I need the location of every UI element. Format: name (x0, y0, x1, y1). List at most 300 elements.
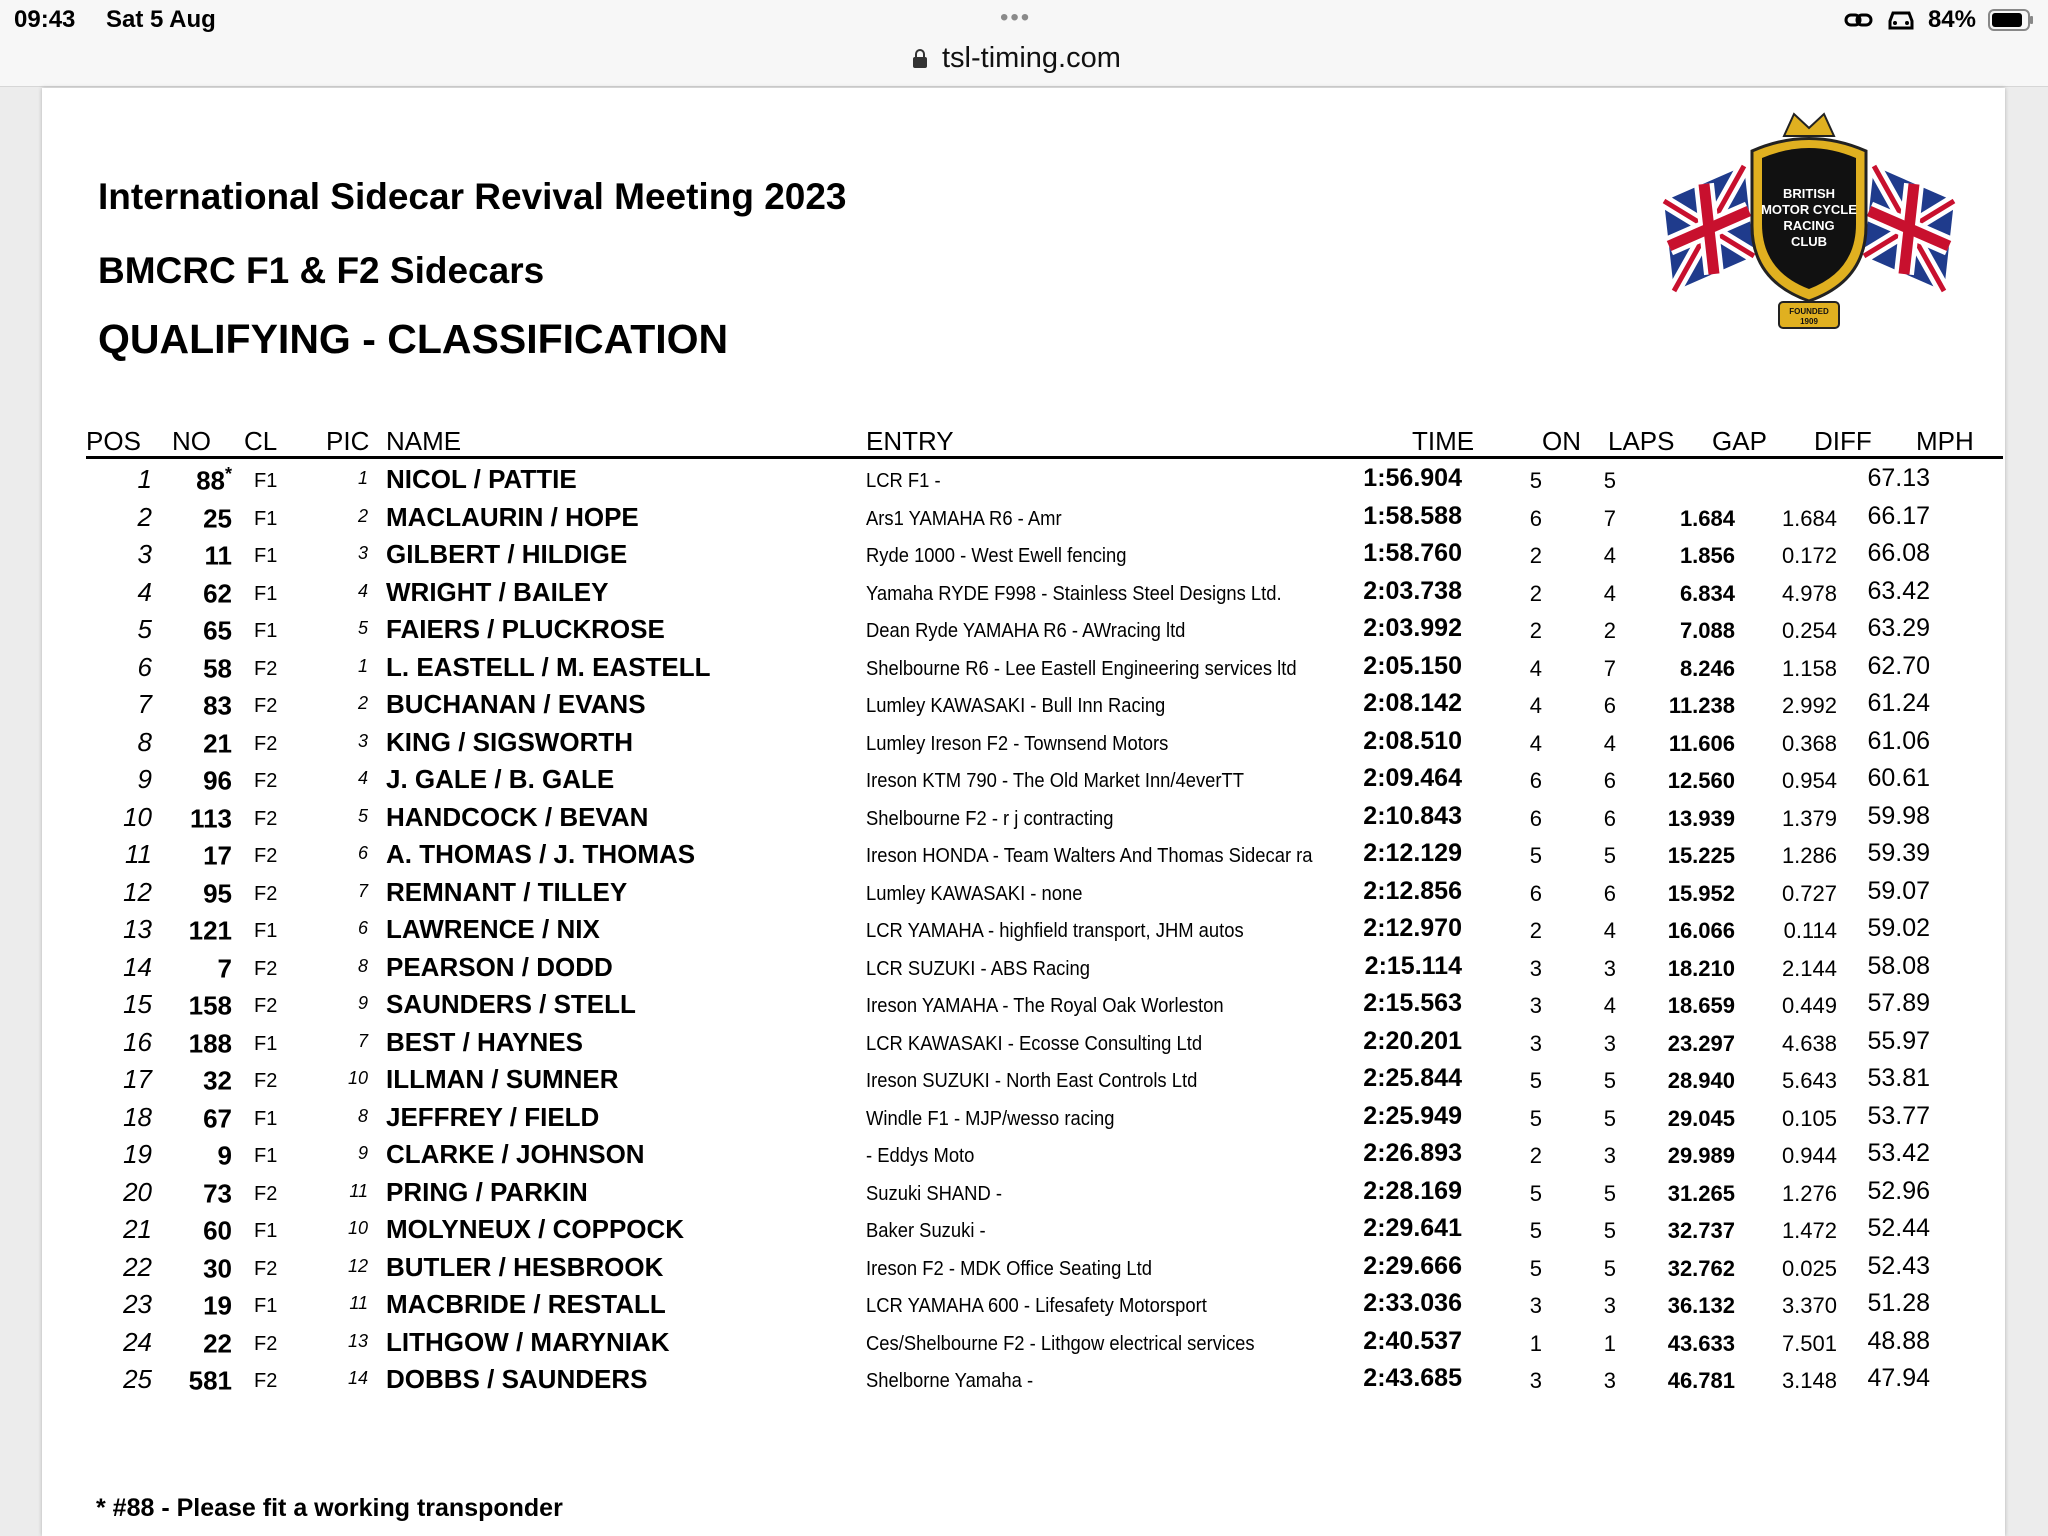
cell-mph: 55.97 (1867, 1026, 1930, 1055)
cell-on: 5 (1529, 1105, 1542, 1131)
cell-diff: 0.025 (1781, 1255, 1837, 1281)
cell-diff: 1.472 (1781, 1218, 1837, 1243)
cell-pos: 17 (123, 1064, 152, 1094)
table-row (42, 1177, 2005, 1215)
cell-mph: 61.24 (1867, 689, 1930, 717)
cell-on: 5 (1529, 843, 1542, 868)
cell-name: BUTLER / HESBROOK (386, 1251, 664, 1282)
cell-diff: 0.105 (1781, 1105, 1837, 1131)
cell-no: 96 (203, 765, 232, 796)
cell-cl: F1 (254, 1032, 278, 1055)
cell-diff: 0.449 (1781, 993, 1837, 1018)
bmcrc-logo (1654, 106, 1964, 336)
cell-time: 1:58.760 (1363, 539, 1462, 567)
cell-name: BUCHANAN / EVANS (386, 689, 646, 719)
cell-time: 2:15.563 (1363, 989, 1462, 1017)
cell-pos: 21 (123, 1214, 152, 1244)
cell-time: 2:26.893 (1363, 1139, 1462, 1167)
status-icons (1844, 6, 2034, 34)
cell-entry: Dean Ryde YAMAHA R6 - AWracing ltd (866, 620, 1186, 642)
cell-diff: 2.992 (1781, 693, 1837, 718)
cell-laps: 6 (1603, 768, 1616, 793)
cell-mph: 51.28 (1867, 1289, 1930, 1317)
table-row (42, 577, 2005, 615)
cell-no: 21 (203, 728, 232, 759)
cell-laps: 4 (1603, 543, 1616, 568)
cell-mph: 59.02 (1867, 914, 1930, 942)
table-row (42, 727, 2005, 765)
cell-diff: 7.501 (1781, 1330, 1837, 1356)
cell-pic: 12 (347, 1255, 368, 1276)
cell-time: 2:29.641 (1363, 1214, 1462, 1242)
cell-cl: F2 (254, 845, 278, 867)
cell-on: 5 (1529, 468, 1542, 493)
cell-time: 2:15.114 (1364, 951, 1462, 980)
cell-on: 5 (1529, 1255, 1542, 1281)
cell-diff: 3.370 (1781, 1293, 1837, 1318)
cell-laps: 6 (1603, 880, 1616, 906)
cell-name: LITHGOW / MARYNIAK (386, 1326, 670, 1357)
cell-laps: 5 (1603, 1255, 1616, 1281)
cell-mph: 59.07 (1867, 876, 1930, 905)
cell-no: 17 (203, 840, 232, 871)
table-row (42, 1102, 2005, 1140)
cell-diff: 0.954 (1781, 768, 1837, 793)
classification-table (42, 464, 2005, 1402)
cell-diff: 4.978 (1781, 580, 1837, 606)
cell-gap: 11.238 (1668, 693, 1735, 718)
cell-diff: 1.684 (1781, 505, 1837, 531)
cell-diff: 5.643 (1781, 1068, 1837, 1093)
clock: 09:43 (14, 6, 76, 33)
cell-entry: Suzuki SHAND - (866, 1182, 1002, 1205)
table-row (42, 877, 2005, 915)
cell-entry: LCR KAWASAKI - Ecosse Consulting Ltd (866, 1032, 1203, 1055)
cell-laps: 5 (1603, 468, 1616, 493)
cell-mph: 52.96 (1867, 1176, 1930, 1205)
table-row (42, 614, 2005, 652)
table-row (42, 464, 2005, 502)
cell-time: 2:08.142 (1363, 689, 1462, 717)
cell-laps: 3 (1603, 1030, 1616, 1056)
cell-pic: 9 (357, 993, 368, 1013)
table-row (42, 1289, 2005, 1327)
cell-mph: 61.06 (1867, 726, 1930, 755)
cell-time: 1:58.588 (1363, 501, 1462, 530)
cell-on: 2 (1529, 1143, 1542, 1168)
cell-name: MACLAURIN / HOPE (386, 501, 639, 532)
transponder-mark: * (224, 464, 232, 484)
cell-gap: 13.939 (1667, 805, 1735, 831)
cell-diff: 1.158 (1781, 655, 1837, 681)
cell-pic: 7 (357, 1030, 368, 1051)
cell-entry: Ireson F2 - MDK Office Seating Ltd (866, 1257, 1153, 1280)
cell-laps: 3 (1603, 1368, 1616, 1393)
table-row (42, 1139, 2005, 1177)
cell-pic: 10 (347, 1218, 368, 1238)
cell-no: 67 (203, 1103, 232, 1134)
cell-pic: 2 (357, 693, 368, 713)
cell-pos: 22 (123, 1251, 152, 1282)
cell-cl: F2 (254, 695, 278, 717)
cell-gap: 8.246 (1679, 655, 1735, 681)
cell-pic: 4 (357, 580, 368, 601)
col-diff: DIFF (1814, 426, 1872, 456)
cell-pos: 3 (137, 539, 152, 569)
cell-time: 2:03.992 (1363, 614, 1462, 642)
car-icon (1886, 9, 1916, 31)
cell-laps: 4 (1603, 730, 1616, 756)
cell-entry: Ireson HONDA - Team Walters And Thomas Sidecar ra (866, 845, 1313, 867)
cell-name: FAIERS / PLUCKROSE (386, 614, 665, 644)
cell-mph: 52.43 (1867, 1251, 1930, 1280)
cell-name: DOBBS / SAUNDERS (386, 1364, 648, 1394)
cell-pos: 14 (123, 951, 152, 982)
url-text: tsl-timing.com (942, 42, 1121, 74)
cell-pos: 1 (137, 464, 152, 494)
cell-no: 19 (203, 1290, 232, 1321)
cell-on: 3 (1529, 1030, 1542, 1056)
cell-pic: 11 (349, 1293, 368, 1313)
cell-pic: 7 (357, 880, 368, 901)
cell-entry: Ireson KTM 790 - The Old Market Inn/4everTT (866, 770, 1245, 792)
cell-cl: F1 (254, 1145, 278, 1167)
cell-mph: 63.42 (1867, 576, 1930, 605)
cell-pic: 2 (357, 505, 368, 526)
col-mph: MPH (1916, 426, 1974, 456)
cell-diff: 1.276 (1781, 1180, 1837, 1206)
cell-entry: Lumley KAWASAKI - Bull Inn Racing (866, 695, 1166, 717)
cell-laps: 6 (1603, 693, 1616, 718)
cell-pos: 19 (123, 1139, 152, 1169)
cell-name: JEFFREY / FIELD (386, 1101, 600, 1132)
battery-icon (1988, 9, 2034, 31)
cell-on: 3 (1529, 1368, 1542, 1393)
cell-cl: F1 (254, 620, 278, 642)
cell-no: 62 (203, 578, 232, 609)
table-row (42, 764, 2005, 802)
table-row (42, 1214, 2005, 1252)
table-row (42, 1252, 2005, 1290)
cell-gap: 18.210 (1667, 955, 1735, 981)
col-name: NAME (386, 426, 462, 456)
cell-mph: 63.29 (1867, 614, 1930, 642)
cell-cl: F2 (254, 957, 278, 980)
cell-cl: F2 (254, 1182, 278, 1205)
cell-name: LAWRENCE / NIX (386, 914, 600, 944)
cell-pic: 4 (357, 768, 368, 788)
class-title: BMCRC F1 & F2 Sidecars (98, 250, 545, 291)
cell-name: PRING / PARKIN (386, 1176, 588, 1207)
footnote: * #88 - Please fit a working transponder (96, 1494, 563, 1522)
table-row (42, 502, 2005, 540)
cell-no: 158 (188, 990, 232, 1021)
cell-pos: 23 (123, 1289, 152, 1319)
cell-time: 2:09.464 (1363, 764, 1462, 792)
cell-on: 3 (1529, 1293, 1542, 1318)
cell-pos: 25 (123, 1364, 152, 1394)
cell-pic: 9 (357, 1143, 368, 1163)
cell-laps: 5 (1603, 843, 1616, 868)
col-on: ON (1542, 426, 1581, 456)
cell-on: 4 (1529, 730, 1542, 756)
cell-gap: 29.989 (1667, 1143, 1735, 1168)
cell-diff: 4.638 (1781, 1030, 1837, 1056)
cell-no: 65 (203, 615, 232, 646)
cell-on: 2 (1529, 618, 1542, 643)
cell-time: 2:20.201 (1363, 1026, 1462, 1055)
cell-name: J. GALE / B. GALE (386, 764, 615, 794)
cell-mph: 58.08 (1867, 951, 1930, 980)
cell-on: 6 (1529, 805, 1542, 831)
cell-mph: 52.44 (1867, 1214, 1930, 1242)
cell-mph: 47.94 (1867, 1364, 1930, 1392)
cell-pos: 15 (123, 989, 152, 1019)
cell-laps: 7 (1603, 505, 1616, 531)
cell-pic: 8 (357, 1105, 368, 1126)
cell-entry: Ryde 1000 - West Ewell fencing (866, 545, 1127, 567)
status-bar (0, 0, 2048, 87)
cell-laps: 2 (1603, 618, 1616, 643)
cell-entry: Shelbourne F2 - r j contracting (866, 807, 1114, 830)
cell-pic: 11 (349, 1180, 368, 1201)
cell-on: 2 (1529, 580, 1542, 606)
logo-text-2: MOTOR CYCLE (1761, 202, 1857, 217)
link-icon (1844, 9, 1874, 31)
cell-entry: Yamaha RYDE F998 - Stainless Steel Designs Ltd. (866, 582, 1282, 605)
cell-on: 6 (1529, 768, 1542, 793)
table-row (42, 539, 2005, 577)
cell-gap: 23.297 (1667, 1030, 1735, 1056)
cell-pos: 6 (137, 651, 152, 682)
date: Sat 5 Aug (106, 6, 216, 33)
cell-cl: F1 (254, 470, 278, 492)
cell-name: HANDCOCK / BEVAN (386, 801, 649, 832)
cell-name: SAUNDERS / STELL (386, 989, 636, 1019)
cell-entry: Shelborne Yamaha - (866, 1370, 1034, 1392)
table-row (42, 952, 2005, 990)
cell-entry: Windle F1 - MJP/wesso racing (866, 1107, 1115, 1130)
cell-name: L. EASTELL / M. EASTELL (386, 651, 711, 682)
cell-no: 22 (203, 1328, 232, 1359)
col-entry: ENTRY (866, 426, 954, 456)
table-row (42, 989, 2005, 1027)
cell-time: 2:10.843 (1363, 801, 1462, 830)
cell-gap: 1.684 (1679, 505, 1735, 531)
cell-pos: 24 (123, 1326, 152, 1357)
cell-laps: 5 (1603, 1105, 1616, 1131)
cell-diff: 0.944 (1781, 1143, 1837, 1168)
cell-no: 58 (203, 653, 232, 684)
cell-laps: 6 (1603, 805, 1616, 831)
cell-mph: 67.13 (1867, 464, 1930, 492)
cell-mph: 53.77 (1867, 1101, 1930, 1130)
cell-gap: 31.265 (1667, 1180, 1735, 1206)
cell-cl: F2 (254, 770, 278, 792)
cell-gap: 16.066 (1667, 918, 1735, 943)
cell-pos: 9 (137, 764, 152, 794)
logo-founded: FOUNDED (1789, 307, 1829, 316)
cell-laps: 5 (1603, 1180, 1616, 1206)
cell-pos: 2 (137, 501, 152, 532)
logo-text-1: BRITISH (1783, 186, 1835, 201)
union-flag-left (1664, 166, 1754, 291)
cell-gap: 7.088 (1679, 618, 1735, 643)
cell-mph: 59.98 (1867, 801, 1930, 830)
cell-pos: 4 (137, 576, 152, 607)
col-laps: LAPS (1608, 426, 1675, 456)
cell-diff: 0.254 (1781, 618, 1837, 643)
cell-diff: 0.172 (1781, 543, 1837, 568)
cell-laps: 1 (1603, 1330, 1616, 1356)
cell-name: A. THOMAS / J. THOMAS (386, 839, 696, 869)
col-time: TIME (1412, 426, 1475, 456)
cell-name: MOLYNEUX / COPPOCK (386, 1214, 685, 1244)
cell-time: 2:03.738 (1363, 576, 1462, 605)
cell-pos: 7 (137, 689, 152, 719)
cell-no: 60 (203, 1215, 232, 1246)
crown (1784, 114, 1834, 136)
cell-mph: 59.39 (1867, 839, 1930, 867)
cell-gap: 29.045 (1667, 1105, 1735, 1131)
cell-cl: F1 (254, 507, 278, 530)
union-flag-right (1864, 166, 1954, 291)
cell-diff: 1.379 (1781, 805, 1837, 831)
cell-gap: 15.952 (1667, 880, 1735, 906)
cell-pic: 5 (357, 805, 368, 826)
cell-entry: LCR SUZUKI - ABS Racing (866, 957, 1090, 980)
table-row (42, 652, 2005, 690)
cell-time: 2:05.150 (1363, 651, 1462, 680)
cell-pic: 13 (347, 1330, 368, 1351)
document-page (42, 88, 2005, 1536)
col-no: NO (172, 426, 211, 456)
cell-entry: LCR YAMAHA 600 - Lifesafety Motorsport (866, 1295, 1207, 1317)
cell-no: 30 (203, 1253, 232, 1284)
cell-diff: 2.144 (1781, 955, 1837, 981)
cell-gap: 18.659 (1667, 993, 1735, 1018)
cell-entry: Ireson YAMAHA - The Royal Oak Worleston (866, 995, 1224, 1017)
cell-mph: 48.88 (1867, 1326, 1930, 1355)
cell-diff: 0.114 (1783, 918, 1837, 943)
cell-mph: 66.17 (1867, 501, 1930, 530)
cell-name: MACBRIDE / RESTALL (386, 1289, 666, 1319)
cell-cl: F2 (254, 807, 278, 830)
cell-no: 83 (203, 690, 232, 721)
cell-pos: 5 (137, 614, 152, 644)
cell-pic: 8 (357, 955, 368, 976)
cell-on: 4 (1529, 655, 1542, 681)
cell-time: 2:12.856 (1363, 876, 1462, 905)
cell-gap: 32.737 (1667, 1218, 1735, 1243)
cell-laps: 5 (1603, 1068, 1616, 1093)
cell-pos: 12 (123, 876, 152, 907)
cell-laps: 4 (1603, 918, 1616, 943)
table-row (42, 689, 2005, 727)
cell-entry: Lumley KAWASAKI - none (866, 882, 1083, 905)
table-row (42, 1327, 2005, 1365)
cell-no: 11 (204, 540, 232, 571)
cell-mph: 62.70 (1867, 651, 1930, 680)
col-pic: PIC (326, 426, 370, 456)
cell-entry: LCR YAMAHA - highfield transport, JHM autos (866, 920, 1244, 942)
table-row (42, 839, 2005, 877)
cell-entry: Ces/Shelbourne F2 - Lithgow electrical services (866, 1332, 1255, 1355)
col-pos: POS (86, 426, 141, 456)
cell-gap: 28.940 (1667, 1068, 1735, 1093)
cell-mph: 53.42 (1867, 1139, 1930, 1167)
cell-laps: 3 (1603, 1143, 1616, 1168)
cell-entry: Baker Suzuki - (866, 1220, 986, 1242)
cell-on: 2 (1529, 543, 1542, 568)
cell-on: 3 (1529, 993, 1542, 1018)
cell-pic: 10 (347, 1068, 368, 1088)
cell-time: 2:25.949 (1363, 1101, 1462, 1130)
session-title: QUALIFYING - CLASSIFICATION (98, 316, 729, 362)
cell-laps: 4 (1603, 580, 1616, 606)
cell-pic: 5 (357, 618, 368, 638)
cell-cl: F2 (254, 882, 278, 905)
table-row (42, 1064, 2005, 1102)
cell-gap: 6.834 (1679, 580, 1735, 606)
cell-no: 95 (203, 878, 232, 909)
cell-laps: 3 (1603, 955, 1616, 981)
cell-time: 2:28.169 (1363, 1176, 1462, 1205)
cell-mph: 53.81 (1867, 1064, 1930, 1092)
cell-pos: 16 (123, 1026, 152, 1057)
cell-pic: 6 (357, 918, 368, 938)
cell-laps: 3 (1603, 1293, 1616, 1318)
cell-name: NICOL / PATTIE (386, 464, 577, 494)
cell-on: 1 (1529, 1330, 1542, 1356)
cell-gap: 43.633 (1667, 1330, 1735, 1356)
cell-pos: 13 (123, 914, 152, 944)
cell-diff: 0.368 (1781, 730, 1837, 756)
cell-on: 6 (1529, 880, 1542, 906)
cell-on: 5 (1529, 1068, 1542, 1093)
cell-no: 7 (217, 953, 232, 984)
cell-on: 2 (1529, 918, 1542, 943)
cell-gap: 36.132 (1667, 1293, 1735, 1318)
cell-time: 2:25.844 (1363, 1064, 1462, 1092)
table-header (86, 426, 2003, 459)
cell-entry: Shelbourne R6 - Lee Eastell Engineering services ltd (866, 657, 1297, 680)
cell-cl: F1 (254, 582, 278, 605)
cell-gap: 15.225 (1667, 843, 1735, 868)
cell-name: REMNANT / TILLEY (386, 876, 628, 907)
cell-pos: 10 (123, 801, 152, 832)
cell-no: 9 (217, 1140, 232, 1171)
cell-cl: F1 (254, 920, 278, 942)
cell-cl: F1 (254, 1220, 278, 1242)
cell-time: 2:33.036 (1363, 1289, 1462, 1317)
address-bar[interactable] (912, 42, 1121, 75)
cell-no: 113 (190, 803, 232, 834)
multitasking-dots[interactable]: ••• (1000, 4, 1032, 31)
cell-name: ILLMAN / SUMNER (386, 1064, 619, 1094)
cell-cl: F2 (254, 732, 278, 755)
cell-no: 88* (196, 464, 232, 496)
cell-gap: 11.606 (1668, 730, 1735, 756)
cell-name: GILBERT / HILDIGE (386, 539, 628, 569)
cell-pic: 3 (357, 543, 368, 563)
event-title: International Sidecar Revival Meeting 2023 (98, 176, 847, 217)
cell-on: 5 (1529, 1180, 1542, 1206)
cell-cl: F2 (254, 1257, 278, 1280)
cell-name: BEST / HAYNES (386, 1026, 583, 1057)
cell-time: 2:08.510 (1363, 726, 1462, 755)
cell-time: 2:12.129 (1363, 839, 1462, 867)
